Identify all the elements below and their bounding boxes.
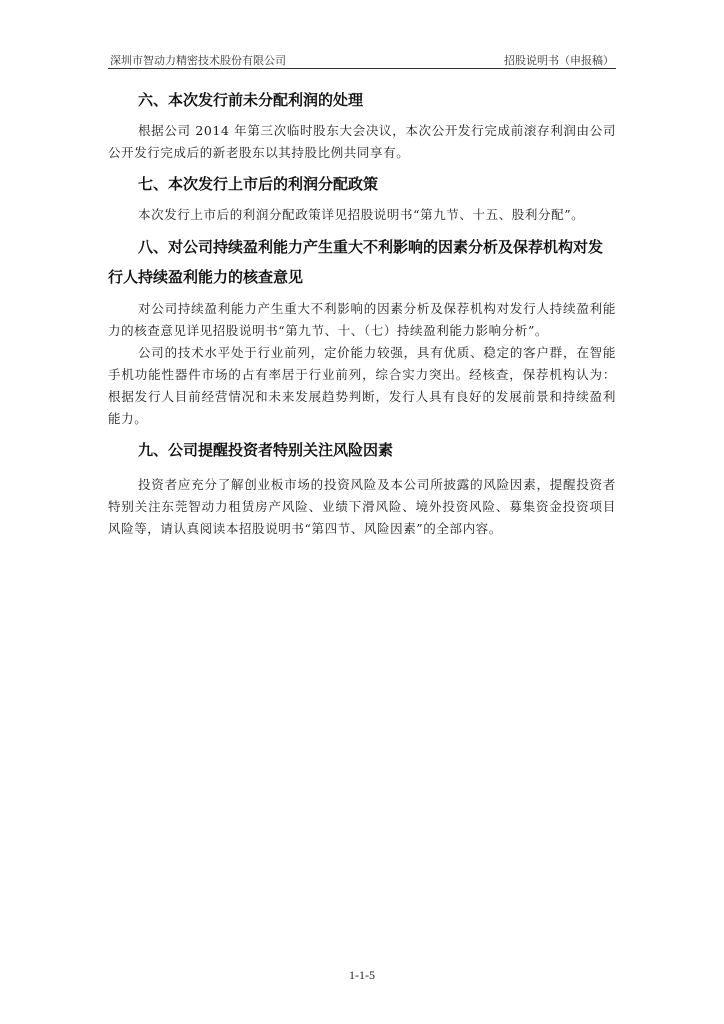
header-document-type: 招股说明书（申报稿）: [504, 54, 614, 67]
page-header: [108, 50, 616, 69]
section-risk-factors: [108, 436, 616, 540]
paragraph: 公司的技术水平处于行业前列，定价能力较强，具有优质、稳定的客户群，在智能手机功能性器件市场的占有率居于行业前列，综合实力突出。经核查，保荐机构认为：根据发行人目前经营情况和未来发展趋势判断，发行人具有良好的发展前景和持续盈利能力。: [108, 345, 616, 426]
section-heading: 八、对公司持续盈利能力产生重大不利影响的因素分析及保荐机构对发行人持续盈利能力的核查意见: [108, 238, 604, 286]
section-heading: 九、公司提醒投资者特别关注风险因素: [138, 441, 394, 459]
paragraph: 对公司持续盈利能力产生重大不利影响的因素分析及保荐机构对发行人持续盈利能力的核查意见详见招股说明书“第九节、十、（七）持续盈利能力影响分析”。: [108, 301, 616, 338]
paragraph: 本次发行上市后的利润分配政策详见招股说明书“第九节、十五、股利分配”。: [138, 207, 585, 222]
page-number: 1-1-5: [349, 968, 375, 982]
section-heading: 六、本次发行前未分配利润的处理: [138, 91, 364, 109]
paragraph: 投资者应充分了解创业板市场的投资风险及本公司所披露的风险因素，提醒投资者特别关注东莞智动力租赁房产风险、业绩下滑风险、境外投资风险、募集资金投资项目风险等，请认真阅读本招股说明书“第四节、风险因素”的全部内容。: [108, 477, 616, 536]
section-undistributed-profit: [108, 86, 616, 164]
section-profit-distribution-policy: [108, 170, 616, 226]
document-body: [108, 86, 616, 540]
section-sustainable-profitability: [108, 232, 616, 430]
section-heading: 七、本次发行上市后的利润分配政策: [138, 175, 379, 193]
header-company-name: 深圳市智动力精密技术股份有限公司: [110, 54, 286, 67]
paragraph: 根据公司 2014 年第三次临时股东大会决议，本次公开发行完成前滚存利润由公司公开发行完成后的新老股东以其持股比例共同享有。: [108, 123, 616, 160]
